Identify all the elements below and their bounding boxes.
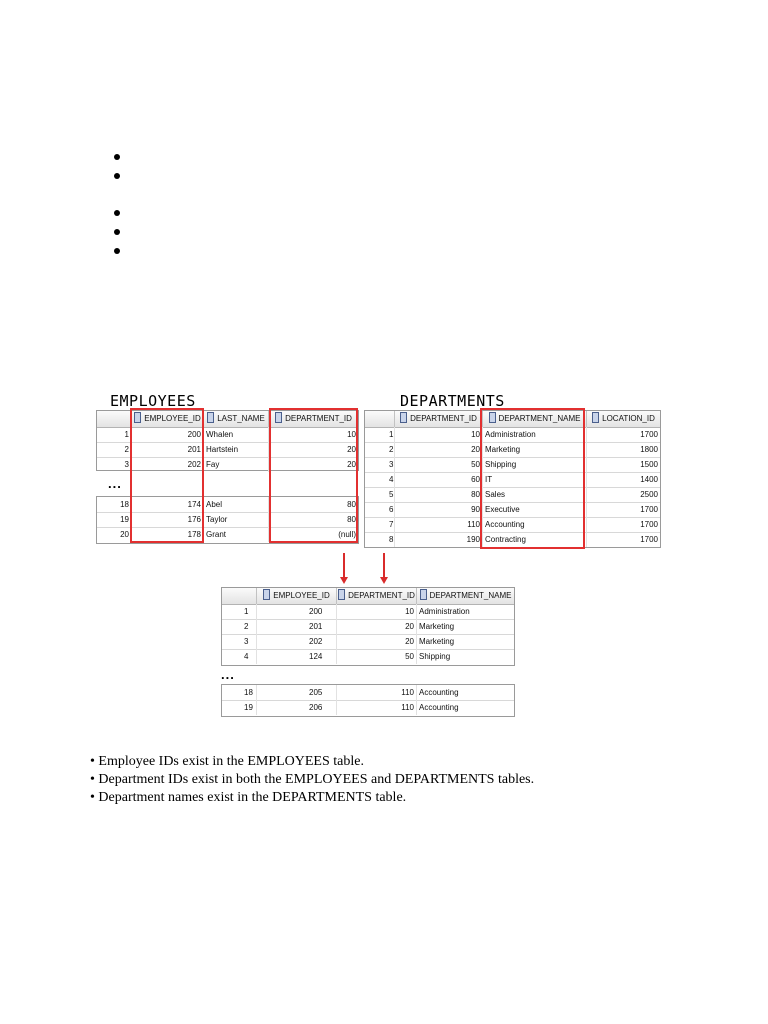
department-name-cell: Contracting <box>483 532 587 547</box>
bullet-point <box>114 154 120 160</box>
arrow-down-icon <box>380 577 388 584</box>
table-row <box>365 532 660 547</box>
row-number-header <box>222 588 257 604</box>
last-name-cell: Grant <box>204 527 269 542</box>
location-id-cell: 2500 <box>640 490 658 499</box>
column-sort-icon <box>134 412 141 423</box>
table-row <box>222 634 514 650</box>
employee-id-cell: 206 <box>257 700 337 715</box>
department-name-cell: Shipping <box>419 652 451 661</box>
arrow-down-icon <box>340 577 348 584</box>
note-line: • Department IDs exist in both the EMPLOYEES and DEPARTMENTS tables. <box>90 772 535 787</box>
row-number: 3 <box>365 457 395 472</box>
column-header: DEPARTMENT_NAME <box>483 411 587 427</box>
row-number: 1 <box>365 427 395 442</box>
row-number: 1 <box>222 604 257 619</box>
employees-table <box>96 410 359 471</box>
last-name-cell: Hartstein <box>204 442 269 457</box>
last-name-cell: Fay <box>204 457 269 472</box>
table-row <box>97 527 358 542</box>
employee-id-cell: 202 <box>132 457 204 472</box>
table-row <box>365 502 660 518</box>
table-row <box>222 619 514 635</box>
department-id-cell: 20 <box>395 442 483 457</box>
employee-id-cell: 201 <box>132 442 204 457</box>
department-name-cell: Executive <box>483 502 587 517</box>
department-id-cell: 20 <box>347 460 356 469</box>
table-row <box>365 442 660 458</box>
row-number: 8 <box>365 532 395 547</box>
department-id-cell: 10 <box>395 427 483 442</box>
department-id-cell: 190 <box>395 532 483 547</box>
department-id-cell: 20 <box>337 634 417 649</box>
employee-id-cell: 200 <box>257 604 337 619</box>
department-id-cell: 10 <box>347 430 356 439</box>
bullet-point <box>114 229 120 235</box>
employee-id-cell: 124 <box>257 649 337 664</box>
ellipsis: ... <box>221 667 235 682</box>
arrow-line <box>343 553 345 577</box>
department-name-cell: Administration <box>483 427 587 442</box>
arrow-line <box>383 553 385 577</box>
bullet-point <box>114 173 120 179</box>
column-header: DEPARTMENT_NAME <box>417 588 514 604</box>
column-sort-icon <box>400 412 407 423</box>
bullet-point <box>114 210 120 216</box>
employee-id-cell: 201 <box>257 619 337 634</box>
department-id-cell: 20 <box>337 619 417 634</box>
table-row <box>365 427 660 443</box>
table-row <box>365 487 660 503</box>
column-sort-icon <box>338 589 345 600</box>
table-row <box>222 604 514 620</box>
department-name-cell: Marketing <box>483 442 587 457</box>
column-header: LOCATION_ID <box>587 411 660 427</box>
location-id-cell: 1700 <box>640 520 658 529</box>
department-id-cell: 50 <box>395 457 483 472</box>
table-row <box>222 649 514 664</box>
employee-id-cell: 176 <box>132 512 204 527</box>
departments-table <box>364 410 661 548</box>
table-row <box>97 512 358 528</box>
column-header: LAST_NAME <box>204 411 269 427</box>
departments-title: DEPARTMENTS <box>400 392 505 410</box>
location-id-cell: 1700 <box>640 505 658 514</box>
column-sort-icon <box>275 412 282 423</box>
table-row <box>97 497 358 513</box>
employee-id-cell: 200 <box>132 427 204 442</box>
row-number: 4 <box>222 649 257 664</box>
bullet-point <box>114 248 120 254</box>
table-row <box>365 517 660 533</box>
row-number: 2 <box>97 442 132 457</box>
table-header <box>97 411 358 428</box>
column-header: EMPLOYEE_ID <box>132 411 204 427</box>
table-row <box>222 700 514 715</box>
department-id-cell: 50 <box>337 649 417 664</box>
department-id-cell: 20 <box>347 445 356 454</box>
table-row <box>365 457 660 473</box>
location-id-cell: 1700 <box>640 430 658 439</box>
row-number: 3 <box>222 634 257 649</box>
employee-id-cell: 178 <box>132 527 204 542</box>
department-name-cell: Shipping <box>483 457 587 472</box>
row-number: 2 <box>365 442 395 457</box>
row-number: 20 <box>97 527 132 542</box>
row-number: 4 <box>365 472 395 487</box>
department-name-cell: Accounting <box>483 517 587 532</box>
employees-title: EMPLOYEES <box>110 392 196 410</box>
last-name-cell: Whalen <box>204 427 269 442</box>
last-name-cell: Abel <box>204 497 269 512</box>
department-id-cell: 110 <box>395 517 483 532</box>
table-header <box>222 588 514 605</box>
row-number: 5 <box>365 487 395 502</box>
row-number-header <box>97 411 132 427</box>
ellipsis: ... <box>108 476 122 491</box>
department-name-cell: Administration <box>419 607 470 616</box>
column-sort-icon <box>207 412 214 423</box>
column-header: DEPARTMENT_ID <box>337 588 417 604</box>
row-number: 7 <box>365 517 395 532</box>
location-id-cell: 1400 <box>640 475 658 484</box>
table-row <box>97 457 358 472</box>
department-id-cell: 10 <box>337 604 417 619</box>
location-id-cell: 1800 <box>640 445 658 454</box>
department-name-cell: Accounting <box>419 703 459 712</box>
department-id-cell: 80 <box>395 487 483 502</box>
column-sort-icon <box>420 589 427 600</box>
note-line: • Employee IDs exist in the EMPLOYEES table. <box>90 754 364 769</box>
column-sort-icon <box>263 589 270 600</box>
location-id-cell: 1500 <box>640 460 658 469</box>
row-number-header <box>365 411 395 427</box>
department-id-cell: 60 <box>395 472 483 487</box>
department-name-cell: Marketing <box>419 622 455 631</box>
table-row <box>365 472 660 488</box>
table-header <box>365 411 660 428</box>
result-table-continued <box>221 684 515 717</box>
employees-table-continued <box>96 496 359 544</box>
department-id-cell: (null) <box>338 530 356 539</box>
department-name-cell: Accounting <box>419 688 459 697</box>
table-row <box>97 427 358 443</box>
department-name-cell: Sales <box>483 487 587 502</box>
column-sort-icon <box>489 412 496 423</box>
column-sort-icon <box>592 412 599 423</box>
department-name-cell: IT <box>483 472 587 487</box>
location-id-cell: 1700 <box>640 535 658 544</box>
department-id-cell: 90 <box>395 502 483 517</box>
row-number: 2 <box>222 619 257 634</box>
note-line: • Department names exist in the DEPARTMENTS table. <box>90 790 407 805</box>
last-name-cell: Taylor <box>204 512 269 527</box>
row-number: 19 <box>222 700 257 715</box>
department-id-cell: 80 <box>347 515 356 524</box>
row-number: 19 <box>97 512 132 527</box>
row-number: 18 <box>222 685 257 700</box>
department-id-cell: 80 <box>347 500 356 509</box>
table-row <box>222 685 514 701</box>
table-row <box>97 442 358 458</box>
column-header: EMPLOYEE_ID <box>257 588 337 604</box>
row-number: 18 <box>97 497 132 512</box>
column-header: DEPARTMENT_ID <box>395 411 483 427</box>
row-number: 6 <box>365 502 395 517</box>
department-id-cell: 110 <box>337 700 417 715</box>
employee-id-cell: 174 <box>132 497 204 512</box>
employee-id-cell: 205 <box>257 685 337 700</box>
column-header: DEPARTMENT_ID <box>269 411 358 427</box>
department-id-cell: 110 <box>337 685 417 700</box>
row-number: 1 <box>97 427 132 442</box>
employee-id-cell: 202 <box>257 634 337 649</box>
department-name-cell: Marketing <box>419 637 455 646</box>
row-number: 3 <box>97 457 132 472</box>
result-table <box>221 587 515 666</box>
